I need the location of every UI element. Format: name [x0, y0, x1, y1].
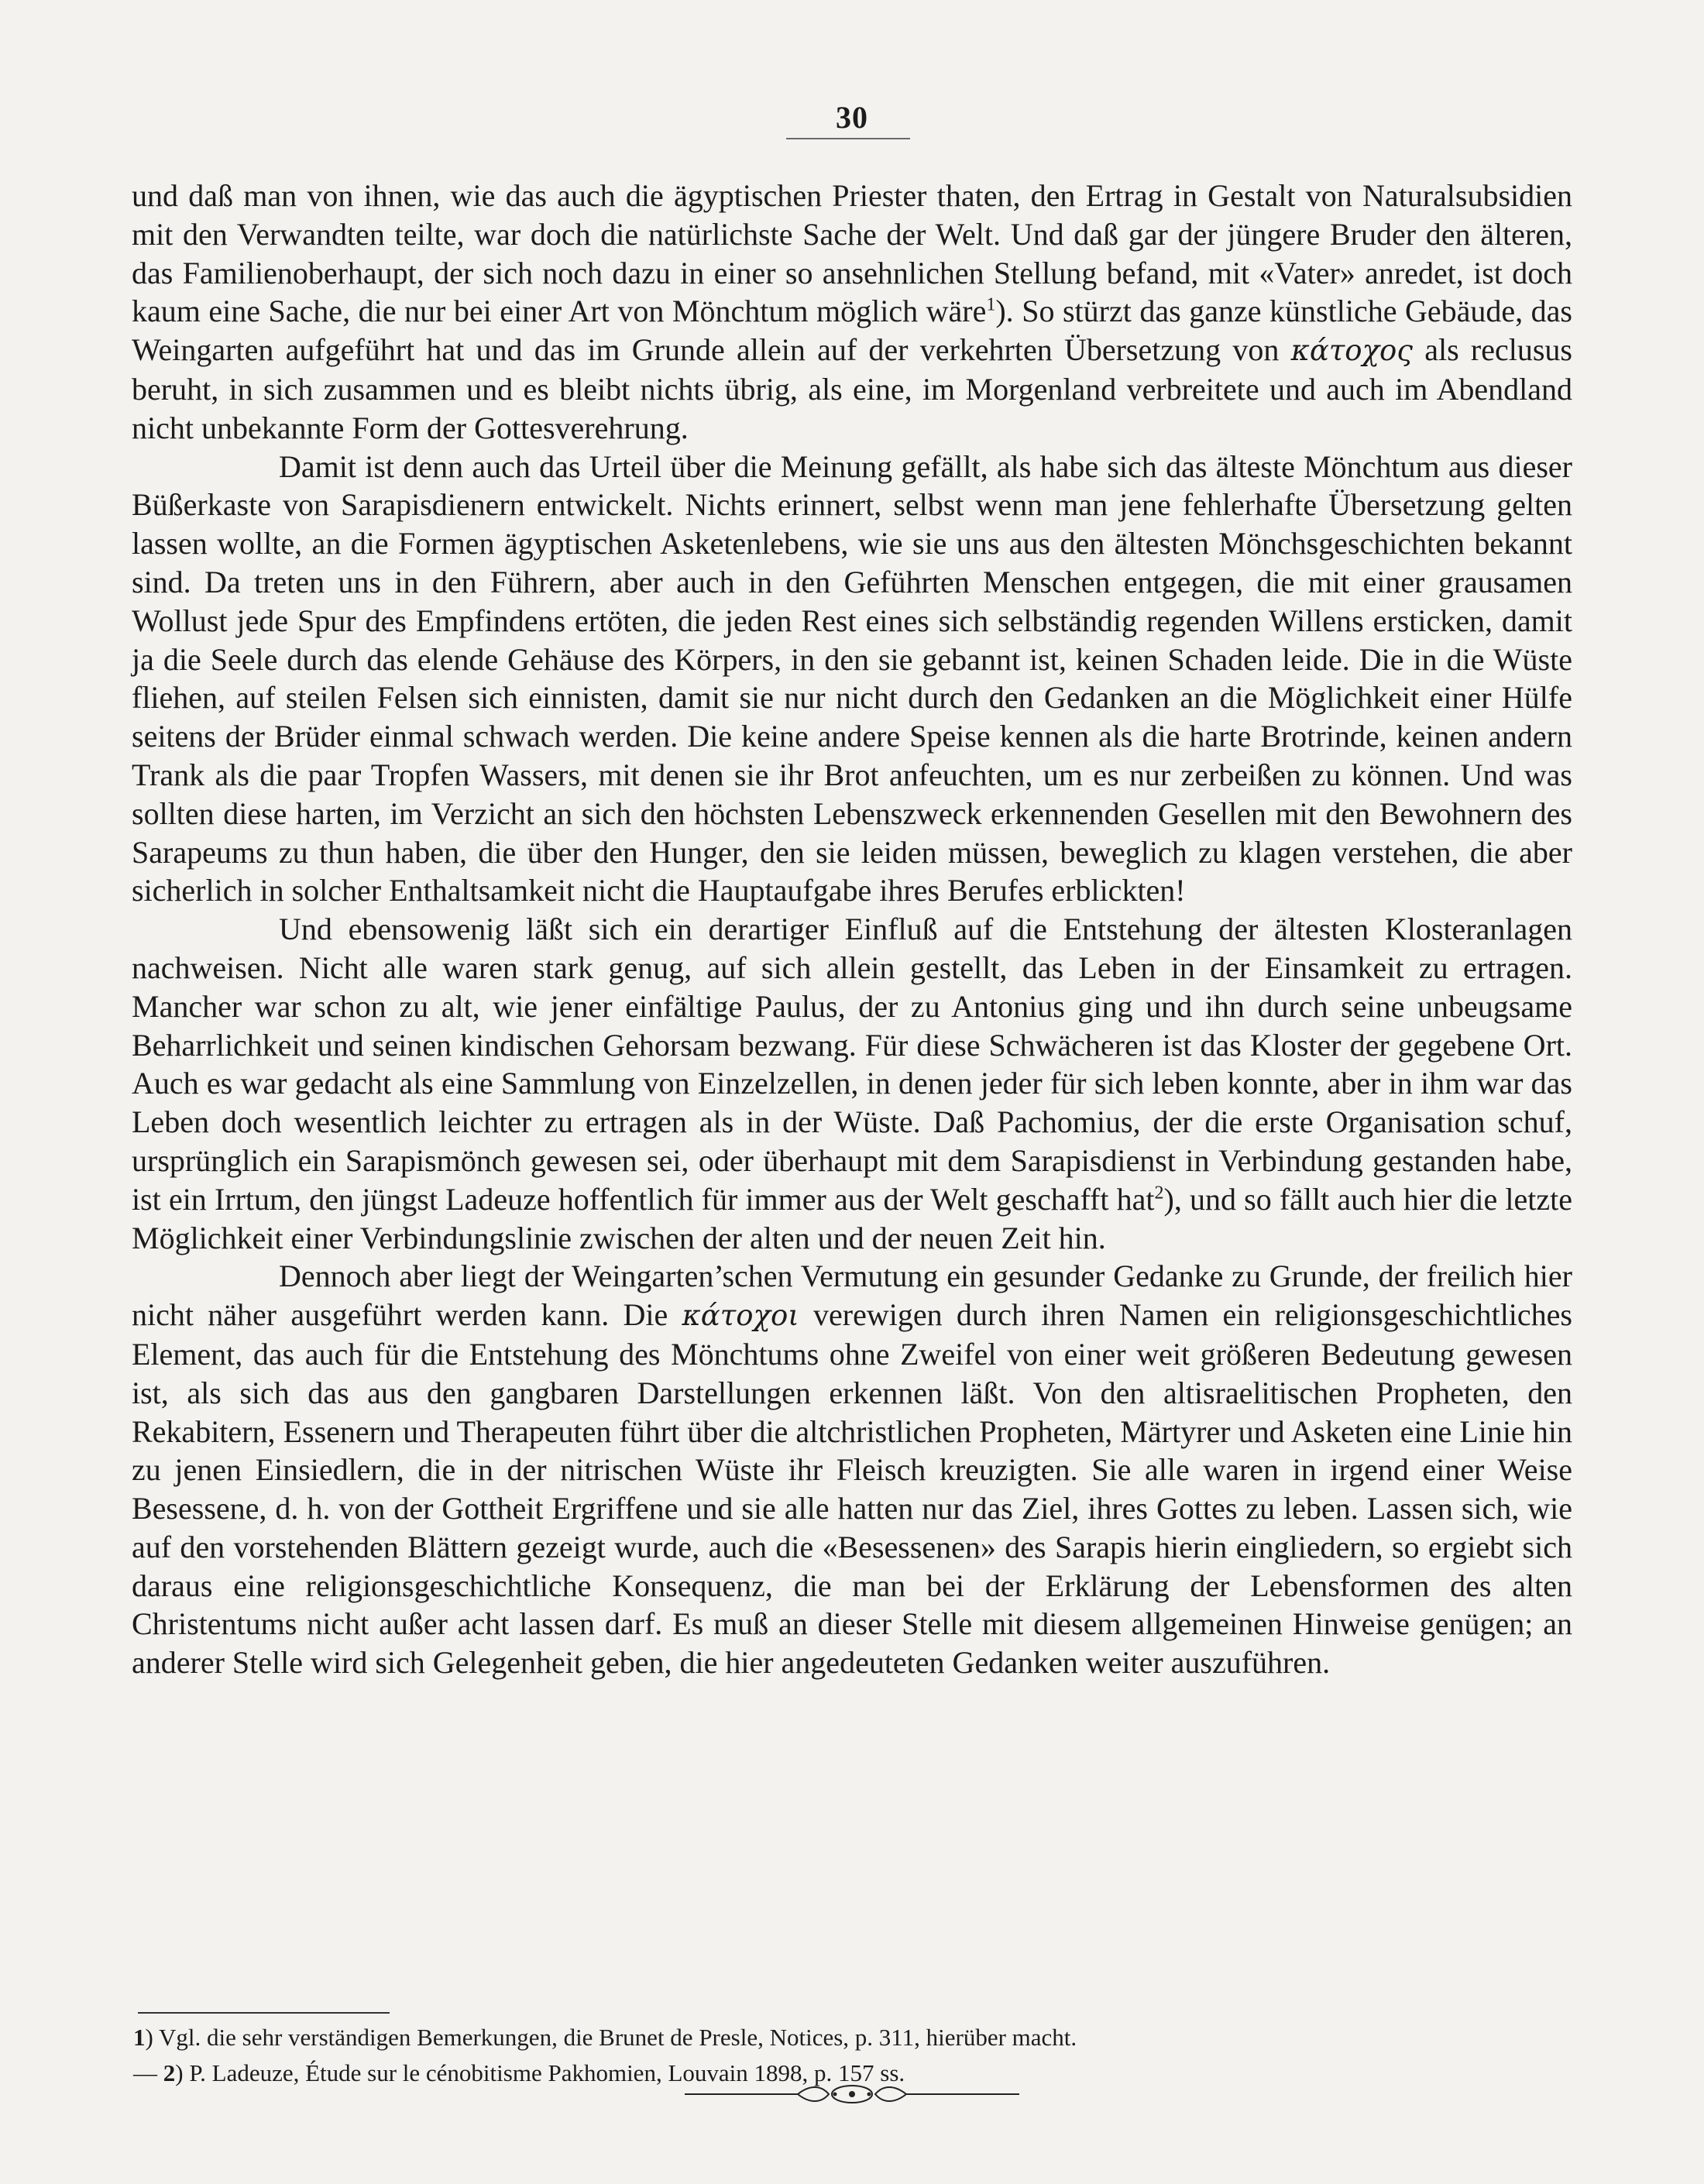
end-ornament-icon [682, 2079, 1022, 2110]
footnote-2: — 2) P. Ladeuze, Étude sur le cénobitisme Pakhomien, Louvain 1898, p. 157 ss. [133, 2059, 905, 2086]
greek-term: κάτοχοι [682, 1299, 799, 1333]
paragraph-4: Dennoch aber liegt der Weingarten’schen Vermutung ein gesunder Gedanke zu Grunde, der freilich hier nicht näher ausgeführt werden kann. Die κάτοχοι verewigen durch ihren Namen ein religionsgeschichtliches Element, das auch für die Entstehung des Mönchtums ohne Zweifel von einer weit größeren Bedeutung gewesen ist, als sich das aus den gangbaren Darstellungen erkennen läßt. Von den altisraelitischen Propheten, den Rekabitern, Essenern und Therapeuten führt über die altchristlichen Propheten, Märtyrer und Asketen eine Linie hin zu jenen Einsiedlern, die in der nitrischen Wüste ihr Fleisch kreuzigten. Sie alle waren in irgend einer Weise Besessene, d. h. von der Gottheit Ergriffene und sie alle hatten nur das Ziel, ihres Gottes zu leben. Lassen sich, wie auf den vorstehenden Blättern gezeigt wurde, auch die «Besessenen» des Sarapis hierin eingliedern, so ergiebt sich daraus eine religionsgeschichtliche Konsequenz, die man bei der Erklärung der Lebensformen des alten Christentums nicht außer acht lassen darf. Es muß an dieser Stelle mit diesem allgemeinen Hinweise genügen; an anderer Stelle wird sich Gelegenheit geben, die hier angedeuteten Gedanken weiter auszuführen. [132, 1259, 1572, 1681]
footnote-ref-1[interactable]: 1 [986, 295, 996, 316]
paragraph-3: Und ebensowenig läßt sich ein derartiger Einfluß auf die Entstehung der ältesten Klosteranlagen nachweisen. Nicht alle waren stark genug, auf sich allein gestellt, das Leben in der Einsamkeit zu ertragen. Mancher war schon zu alt, wie jener einfältige Paulus, der zu Antonius ging und ihn durch seine unbeugsame Beharrlichkeit und seinen kindischen Gehorsam bezwang. Für diese Schwächeren ist das Kloster der gegebene Ort. Auch es war gedacht als eine Sammlung von Einzelzellen, in denen jeder für sich leben konnte, aber in ihm war das Leben doch wesentlich leichter zu ertragen als in der Wüste. Daß Pachomius, der die erste Organisation schuf, ursprünglich ein Sarapismönch gewesen sei, oder überhaupt mit dem Sarapisdienst in Verbindung gestanden habe, ist ein Irrtum, den jüngst Ladeuze hoffentlich für immer aus der Welt geschafft hat$^2$), und so fällt auch hier die letzte Möglichkeit einer Verbindungslinie zwischen der alten und der neuen Zeit hin. [132, 912, 1573, 1255]
footnote-ref-2[interactable]: 2 [1154, 1183, 1164, 1204]
footnote-marker: 2 [163, 2059, 176, 2086]
greek-term: κάτοχος [1290, 334, 1413, 368]
body-text [132, 177, 1572, 1682]
page-number-rule [786, 138, 910, 139]
paragraph-1: und daß man von ihnen, wie das auch die ägyptischen Priester thaten, den Ertrag in Gestalt von Naturalsubsidien mit den Verwandten teilte, war doch die natürlichste Sache der Welt. Und daß gar der jüngere Bruder den älteren, das Familienoberhaupt, der sich noch dazu in einer so ansehnlichen Stellung befand, mit «Vater» anredet, ist doch kaum eine Sache, die nur bei einer Art von Mönchtum möglich wäre$^1$). So stürzt das ganze künstliche Gebäude, das Weingarten aufgeführt hat und das im Grunde allein auf der verkehrten Übersetzung von κάτοχος als reclusus beruht, in sich zusammen und es bleibt nichts übrig, als eine, im Morgenland verbreitete und auch im Abendland nicht unbekannte Form der Gottesverehrung. [132, 178, 1572, 445]
footnote-rule [138, 2012, 390, 2014]
footnote-1: 1) Vgl. die sehr verständigen Bemerkungen, die Brunet de Presle, Notices, p. 311, hierüber macht. [133, 2024, 1077, 2051]
footnote-marker: 1 [133, 2024, 146, 2051]
page-number: 30 [836, 100, 868, 135]
paragraph-2: Damit ist denn auch das Urteil über die Meinung gefällt, als habe sich das älteste Mönchtum aus dieser Büßerkaste von Sarapisdienern entwickelt. Nichts erinnert, selbst wenn man jene fehlerhafte Übersetzung gelten lassen wollte, an die Formen ägyptischen Asketenlebens, wie sie uns aus den ältesten Mönchsgeschichten bekannt sind. Da treten uns in den Führern, aber auch in den Geführten Menschen entgegen, die mit einer grausamen Wollust jede Spur des Empfindens ertöten, die jeden Rest eines sich selbständig regenden Willens ersticken, damit ja die Seele durch das elende Gehäuse des Körpers, in den sie gebannt ist, keinen Schaden leide. Die in die Wüste fliehen, auf steilen Felsen sich einnisten, damit sie nur nicht durch den Gedanken an die Möglichkeit einer Hülfe seitens der Brüder einmal schwach werden. Die keine andere Speise kennen als die harte Brotrinde, keinen andern Trank als die paar Tropfen Wassers, mit denen sie ihr Brot anfeuchten, um es nur zerbeißen zu können. Und was sollten diese harten, im Verzicht an sich den höchsten Lebenszweck erkennenden Gesellen mit den Bewohnern des Sarapeums zu thun haben, die über den Hunger, den sie leiden müssen, beweglich zu klagen verstehen, die aber sicherlich in solcher Enthaltsamkeit nicht die Hauptaufgabe ihres Berufes erblickten! [132, 448, 1572, 908]
